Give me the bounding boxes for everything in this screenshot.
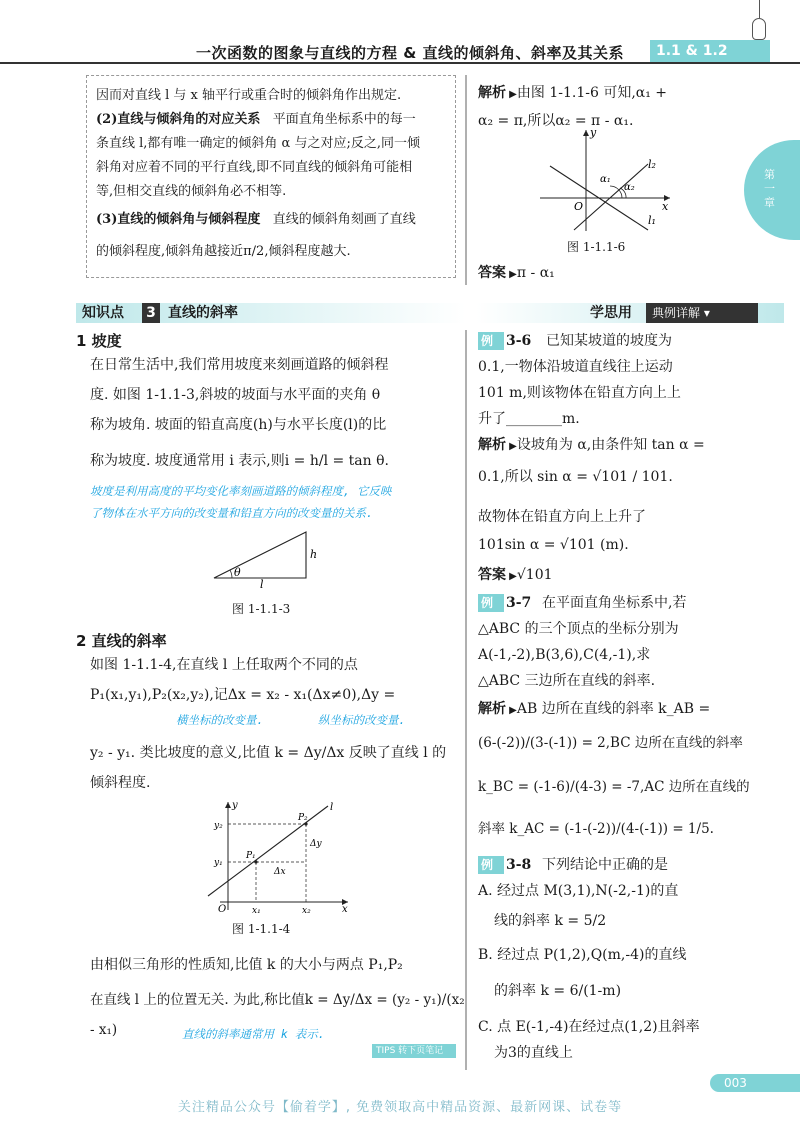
ex37-line-4: △ABC 三边所在直线的斜率. xyxy=(478,673,656,689)
ex38-option-a-1: A. 经过点 M(3,1),N(-2,-1)的直 xyxy=(478,883,679,899)
handwritten-note-grade-line-2: 了物体在水平方向的改变量和铅直方向的改变量的关系. xyxy=(90,506,373,520)
column-divider-bottom xyxy=(465,330,467,1070)
slope2-line-3: y₂ - y₁. 类比坡度的意义,比值 k = Δy/Δx 反映了直线 l 的 xyxy=(90,745,447,761)
fig6-origin-label: O xyxy=(574,200,584,213)
fig4-y-label: y xyxy=(232,800,238,811)
handwritten-note-dx: 横坐标的改变量. xyxy=(176,713,264,727)
slope1-line-3: 称为坡角. 坡面的铅直高度(h)与水平长度(l)的比 xyxy=(90,417,387,433)
slope2-line-4: 倾斜程度. xyxy=(90,775,151,791)
example-tag-3-7: 例 xyxy=(478,594,504,612)
note-line-1: 因而对直线 l 与 x 轴平行或重合时的倾斜角作出规定. xyxy=(96,88,402,103)
fig4-x1-label: x₁ xyxy=(252,906,261,916)
tips-badge: TIPS 转下页笔记 xyxy=(372,1044,456,1058)
analysis-line-1: 解析 ▶由图 1-1.1-6 可知,α₁ + xyxy=(478,85,668,101)
figure-caption-1-1-1-6: 图 1-1.1-6 xyxy=(567,240,626,254)
note-p3-head: (3)直线的倾斜角与倾斜程度 xyxy=(96,212,261,227)
slope1-line-2: 度. 如图 1-1.1-3,斜坡的坡面与水平面的夹角 θ xyxy=(90,387,381,403)
fig4-p1-label: P₁ xyxy=(246,851,256,861)
ex36-analysis-3: 故物体在铅直方向上上升了 xyxy=(478,509,646,525)
section-label: 知识点 xyxy=(82,305,124,321)
analysis-text-1: 由图 1-1.1-6 可知,α₁ + xyxy=(516,85,668,101)
ex36-analysis-2: 0.1,所以 sin α = √101 / 101. xyxy=(478,469,673,485)
fig3-h-label: h xyxy=(310,548,318,561)
slope2-line-5: 由相似三角形的性质知,比值 k 的大小与两点 P₁,P₂ xyxy=(90,957,403,973)
ex38-option-c-2: 为3的直线上 xyxy=(494,1045,573,1061)
fig6-y-label: y xyxy=(590,126,597,139)
note-p2-line2: 条直线 l,都有唯一确定的倾斜角 α 与之对应;反之,同一倾 xyxy=(96,136,420,151)
ex36-line-4: 升了________m. xyxy=(478,411,580,427)
slope2-line-6: 在直线 l 上的位置无关. 为此,称比值k = Δy/Δx = (y₂ - y₁)/(x₂ - x₁) xyxy=(90,992,465,1038)
ex37-line-1: 在平面直角坐标系中,若 xyxy=(542,595,687,611)
handwritten-note-k: 直线的斜率通常用 k 表示. xyxy=(182,1027,325,1041)
fig4-x2-label: x₂ xyxy=(302,906,311,916)
fig6-x-label: x xyxy=(662,200,669,213)
fig6-l1-label: l₁ xyxy=(648,214,656,227)
page-header-title: 一次函数的图象与直线的方程 & 直线的倾斜角、斜率及其关系 xyxy=(196,44,625,62)
ex38-option-a-2: 线的斜率 k = 5/2 xyxy=(494,913,607,929)
fig4-dx-label: Δx xyxy=(274,867,286,877)
fig4-origin-label: O xyxy=(218,904,227,915)
fig6-alpha2-label: α₂ xyxy=(624,182,635,193)
figure-1-1-1-6 xyxy=(530,126,680,236)
ex37-analysis-1: 解析 ▶AB 边所在直线的斜率 k_AB = xyxy=(478,701,711,717)
ex36-analysis-label: 解析 xyxy=(478,437,506,453)
chapter-side-tab xyxy=(744,140,800,240)
note-para-3 xyxy=(96,208,450,232)
slope2-line-2: P₁(x₁,y₁),P₂(x₂,y₂),记Δx = x₂ - x₁(Δx≠0),Δy = xyxy=(90,687,396,703)
fig4-p2-label: P₂ xyxy=(298,813,308,823)
ex36-line-2: 0.1,一物体沿坡道直线往上运动 xyxy=(478,359,673,375)
ex37-analysis-label: 解析 xyxy=(478,701,506,717)
fig3-l-label: l xyxy=(260,578,264,588)
example-number-3-6: 3-6 xyxy=(506,333,532,349)
section-number: 3 xyxy=(142,303,160,323)
note-p3-tail: 直线的倾斜角刻画了直线 xyxy=(272,212,416,227)
column-divider-top xyxy=(465,75,467,285)
fig6-alpha1-label: α₁ xyxy=(600,174,611,185)
ex37-line-3: A(-1,-2),B(3,6),C(4,-1),求 xyxy=(478,647,651,663)
heading-slope-grade: 1 坡度 xyxy=(76,332,122,350)
answer-text: π - α₁ xyxy=(516,265,555,281)
fig4-y1-label: y₁ xyxy=(214,858,223,868)
ex36-analysis-1: 解析 ▶设坡角为 α,由条件知 tan α = xyxy=(478,437,705,453)
slope1-line-1: 在日常生活中,我们常用坡度来刻画道路的倾斜程 xyxy=(90,357,389,373)
chapter-label: 第一章 xyxy=(764,168,775,209)
ex36-line-3: 101 m,则该物体在铅直方向上上 xyxy=(478,385,681,401)
header-decor-wire xyxy=(759,0,760,18)
figure-caption-1-1-1-4: 图 1-1.1-4 xyxy=(232,922,291,936)
heading-line-slope: 2 直线的斜率 xyxy=(76,632,167,650)
handwritten-note-grade xyxy=(90,480,462,524)
slope2-line-1: 如图 1-1.1-4,在直线 l 上任取两个不同的点 xyxy=(90,657,358,673)
right-section-label: 学思用 xyxy=(590,305,632,321)
note-para-2 xyxy=(96,108,450,132)
ex36-answer-label: 答案 xyxy=(478,567,506,583)
ex38-option-b-2: 的斜率 k = 6/(1-m) xyxy=(494,983,622,999)
example-number-3-7: 3-7 xyxy=(506,595,532,611)
example-tag-3-6: 例 xyxy=(478,332,504,350)
fig4-dy-label: Δy xyxy=(310,839,322,849)
note-p2-line4: 等,但相交直线的倾斜角必不相等. xyxy=(96,184,287,199)
section-title: 直线的斜率 xyxy=(168,305,238,321)
figure-1-1-1-3 xyxy=(210,528,330,588)
figure-1-1-1-4 xyxy=(200,798,360,916)
section-badge: 1.1 & 1.2 xyxy=(650,40,770,62)
ex38-line-1: 下列结论中正确的是 xyxy=(542,857,668,873)
ex36-analysis-text-1: 设坡角为 α,由条件知 tan α = xyxy=(516,437,705,453)
handwritten-note-grade-line-1: 坡度是利用高度的平均变化率刻画道路的倾斜程度, 它反映 xyxy=(90,484,392,498)
ex38-option-c-1: C. 点 E(-1,-4)在经过点(1,2)且斜率 xyxy=(478,1019,700,1035)
fig4-l-label: l xyxy=(330,802,334,813)
note-p2-line3: 斜角对应着不同的平行直线,即不同直线的倾斜角可能相 xyxy=(96,160,413,175)
note-p2-tail: 平面直角坐标系中的每一 xyxy=(272,112,416,127)
example-number-3-8: 3-8 xyxy=(506,857,532,873)
section-bar xyxy=(76,303,466,323)
handwritten-note-dy: 纵坐标的改变量. xyxy=(318,713,406,727)
analysis-label: 解析 xyxy=(478,85,506,101)
note-p3-line2: 的倾斜程度,倾斜角越接近π/2,倾斜程度越大. xyxy=(96,244,351,259)
figure-caption-1-1-1-3: 图 1-1.1-3 xyxy=(232,602,291,616)
answer-top: 答案 ▶π - α₁ xyxy=(478,265,555,281)
ex37-line-2: △ABC 的三个顶点的坐标分别为 xyxy=(478,621,679,637)
ex37-analysis-2: (6-(-2))/(3-(-1)) = 2,BC 边所在直线的斜率 xyxy=(478,735,743,751)
ex36-answer-text: √101 xyxy=(516,567,553,583)
ex36-line-1: 已知某坡道的坡度为 xyxy=(546,333,672,349)
ex37-analysis-text-1: AB 边所在直线的斜率 k_AB = xyxy=(516,701,711,717)
ex38-option-b-1: B. 经过点 P(1,2),Q(m,-4)的直线 xyxy=(478,947,687,963)
answer-label: 答案 xyxy=(478,265,506,281)
footer-watermark: 关注精品公众号【偷着学】, 免费领取高中精品资源、最新网课、试卷等 xyxy=(177,1100,623,1115)
ex37-analysis-4: 斜率 k_AC = (-1-(-2))/(4-(-1)) = 1/5. xyxy=(478,821,714,837)
example-tag-3-8: 例 xyxy=(478,856,504,874)
note-p2-head: (2)直线与倾斜角的对应关系 xyxy=(96,112,261,127)
ex37-analysis-3: k_BC = (-1-6)/(4-3) = -7,AC 边所在直线的 xyxy=(478,779,750,795)
ex36-analysis-4: 101sin α = √101 (m). xyxy=(478,537,629,553)
analysis-line-2: α₂ = π,所以α₂ = π - α₁. xyxy=(478,113,634,129)
ex36-answer: 答案 ▶√101 xyxy=(478,567,553,583)
examples-dropdown-button[interactable]: 典例详解 ▾ xyxy=(646,303,758,323)
page-number: 003 xyxy=(710,1074,800,1092)
slope1-line-4: 称为坡度. 坡度通常用 i 表示,则i = h/l = tan θ. xyxy=(90,453,389,469)
fig3-theta-label: θ xyxy=(234,566,241,579)
header-divider xyxy=(0,62,800,64)
lightbulb-icon xyxy=(752,18,766,40)
fig4-x-label: x xyxy=(342,904,348,915)
fig4-y2-label: y₂ xyxy=(214,821,223,831)
slope1-text xyxy=(90,350,460,476)
fig6-l2-label: l₂ xyxy=(648,158,656,171)
